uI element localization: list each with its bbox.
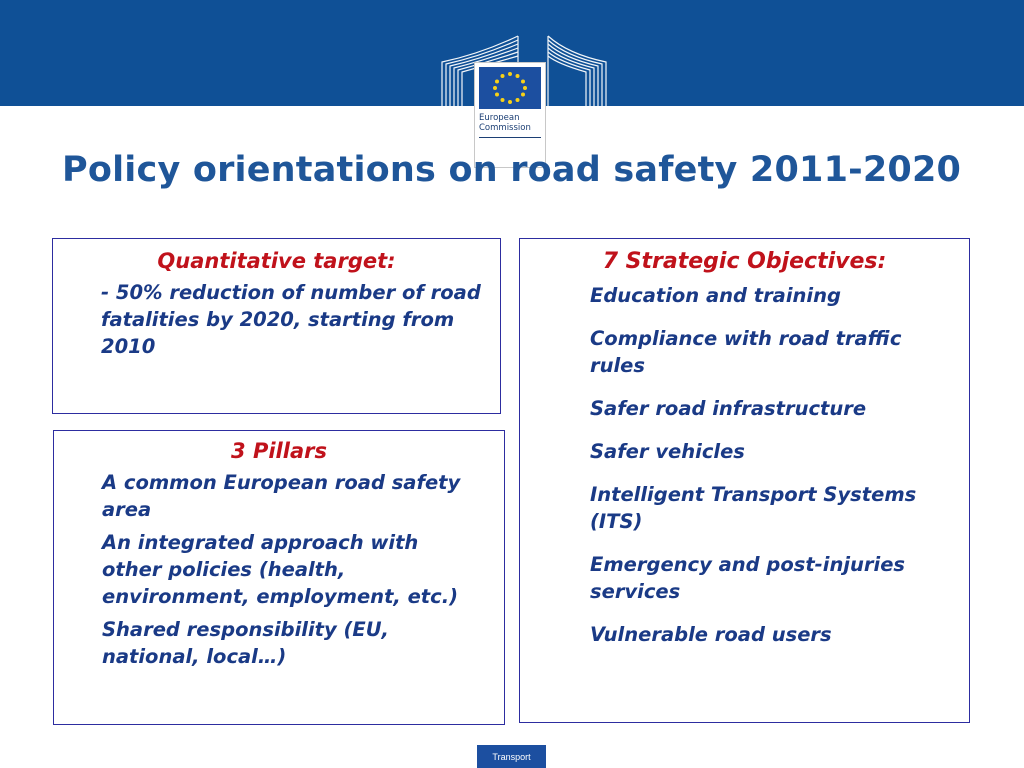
list-item: Compliance with road traffic rules xyxy=(590,327,902,377)
strategic-objectives-panel xyxy=(519,238,970,723)
pillars-list xyxy=(102,469,480,670)
list-item: Emergency and post-injuries services xyxy=(590,553,906,603)
footer-tag: Transport xyxy=(477,745,546,768)
logo-wordmark xyxy=(479,113,543,133)
list-item: Shared responsibility (EU, national, local…) xyxy=(102,618,389,668)
list-item: Safer road infrastructure xyxy=(590,397,867,420)
pillars-heading: 3 Pillars xyxy=(231,439,327,463)
quantitative-target-text: - 50% reduction of number of road fatalities by 2020, starting from 2010 xyxy=(101,281,481,358)
eu-flag-icon xyxy=(479,67,541,109)
pillars-panel xyxy=(53,430,505,725)
strategic-objectives-heading: 7 Strategic Objectives: xyxy=(602,249,887,274)
quantitative-target-panel xyxy=(52,238,501,414)
list-item: A common European road safety area xyxy=(102,471,461,521)
page-title: Policy orientations on road safety 2011-2020 xyxy=(62,150,962,190)
quantitative-target-heading: Quantitative target: xyxy=(157,249,396,273)
strategic-objectives-list xyxy=(590,282,961,648)
list-item: Education and training xyxy=(590,284,841,307)
logo-line-1: European xyxy=(479,113,520,123)
list-item: An integrated approach with other policies (health, environment, employment, etc.) xyxy=(102,531,459,608)
list-item: Intelligent Transport Systems (ITS) xyxy=(590,483,917,533)
logo-divider xyxy=(479,137,541,138)
list-item: Safer vehicles xyxy=(590,440,745,463)
list-item: Vulnerable road users xyxy=(590,623,832,646)
logo-line-2: Commission xyxy=(479,123,531,133)
european-commission-logo xyxy=(440,28,608,144)
